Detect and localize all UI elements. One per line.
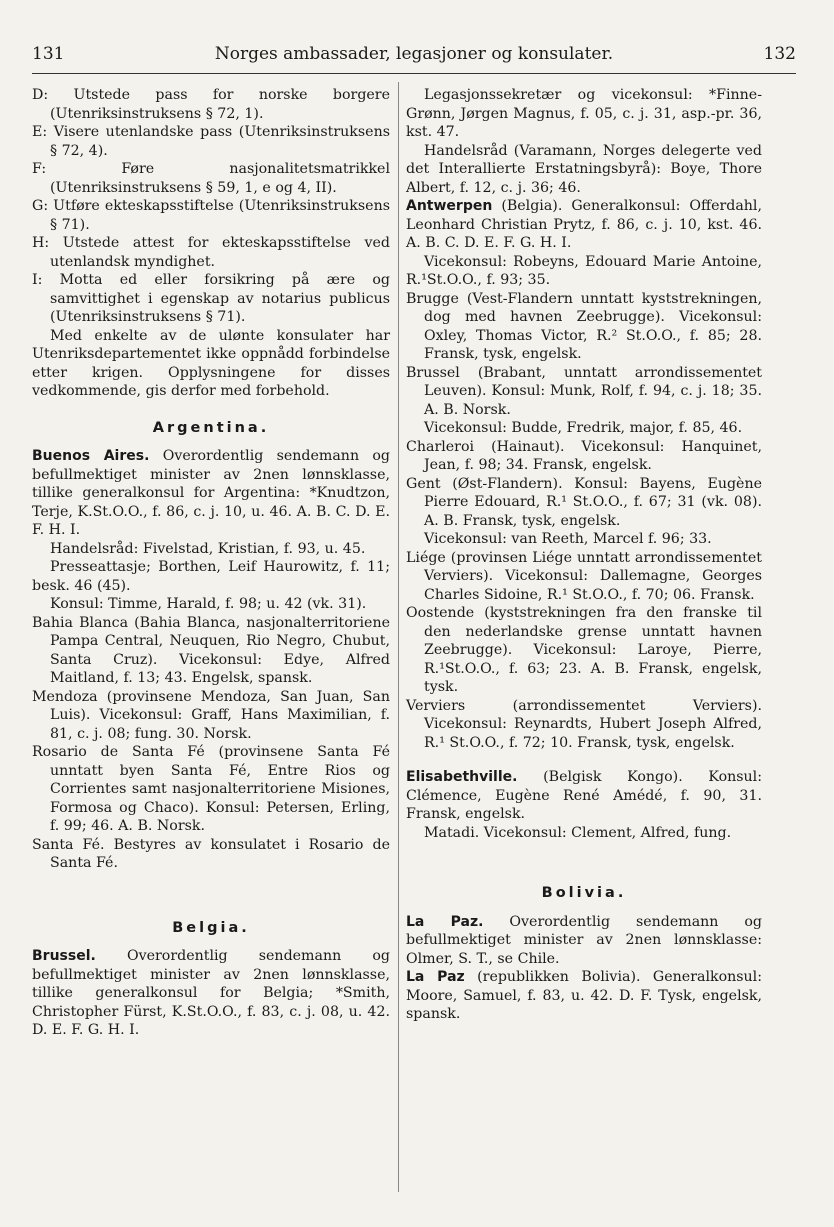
right-column xyxy=(406,86,762,1024)
entry-line: Med enkelte av de ulønte konsulater har Utenriksdepartementet ikke oppnådd forbindelse etter krigen. Opplysningene for disses vedkommende, gis derfor med forbehold. xyxy=(32,327,390,399)
la-paz-1-text: Overordentlig sendemann og befullmektiget minister av 2nen lønnsklasse: Olmer, S. T., se Chile. xyxy=(406,913,762,967)
belgia-entries xyxy=(406,253,762,753)
city-elisabethville: Elisabethville. xyxy=(406,769,518,785)
entry-line: Vicekonsul: Budde, Fredrik, major, f. 85, 46. xyxy=(424,420,743,436)
entry-line: Rosario de Santa Fé (provinsene Santa Fé unntatt byen Santa Fé, Entre Rios og Corrientes samt nasjonalterritoriene Misiones, Formosa og Chaco). Konsul: Petersen, Erling, f. 99; 46. A. B. Norsk. xyxy=(32,744,390,834)
entry-line: G: Utføre ekteskapsstiftelse (Utenriksinstruksens § 71). xyxy=(32,198,390,233)
city-la-paz-2: La Paz xyxy=(406,969,465,985)
section-argentina: Argentina. xyxy=(152,419,270,436)
entry-line: Mendoza (provinsene Mendoza, San Juan, San Luis). Vicekonsul: Graff, Hans Maximilian, f. 81, c. j. 08; fung. 30. Norsk. xyxy=(32,688,390,742)
entry-matadi: Matadi. Vicekonsul: Clement, Alfred, fung. xyxy=(424,824,732,841)
entry-line: Bahia Blanca (Bahia Blanca, nasjonalterritoriene Pampa Central, Neuquen, Rio Negro, Chubut, Santa Cruz). Vicekonsul: Edye, Alfred Maitland, f. 13; 43. Engelsk, spansk. xyxy=(32,614,390,686)
entry-line: H: Utstede attest for ekteskapsstiftelse ved utenlandsk myndighet. xyxy=(32,235,390,270)
entry-line: Oostende (kyststrekningen fra den franske til den nederlandske grense unntatt havnen Zeebrugge). Vicekonsul: Laroye, Pierre, R.¹St.O.O., f. 63; 23. A. B. Fransk, engelsk, tysk. xyxy=(406,605,762,695)
entry-line: F: Føre nasjonalitetsmatrikkel (Utenriksinstruksens § 59, 1, e og 4, II). xyxy=(32,161,390,196)
entry-line: Legasjonssekretær og vicekonsul: *Finne-Grønn, Jørgen Magnus, f. 05, c. j. 31, asp.-pr. 36, kst. 47. xyxy=(406,87,762,140)
entry-la-paz-2 xyxy=(406,968,762,1024)
entry-line: Handelsråd (Varamann, Norges delegerte ved det Interallierte Erstatningsbyrå): Boye, Thore Albert, f. 12, c. j. 36; 46. xyxy=(406,142,762,196)
entry-antwerpen xyxy=(406,197,762,253)
entry-line: Liége (provinsen Liége unntatt arrondissementet Verviers). Vicekonsul: Dallemagne, Georges Charles Sidoine, R.¹ St.O.O., f. 70; 06. Fransk. xyxy=(406,549,762,603)
header-rule xyxy=(32,73,796,74)
page-number-left: 131 xyxy=(32,44,65,64)
entry-line: Presseattasje; Borthen, Leif Haurowitz, f. 11; besk. 46 (45). xyxy=(32,559,390,594)
argentina-entries xyxy=(32,540,390,873)
city-la-paz-1: La Paz. xyxy=(406,913,484,930)
entry-brussel xyxy=(32,947,390,1040)
entry-line: Konsul: Timme, Harald, f. 98; u. 42 (vk. 31). xyxy=(50,596,367,612)
entry-line: Brugge (Vest-Flandern unntatt kyststrekningen, dog med havnen Zeebrugge). Vicekonsul: Oxley, Thomas Victor, R.² St.O.O., f. 85; 28. Fransk, tysk, engelsk. xyxy=(406,290,762,362)
entry-line: Santa Fé. Bestyres av konsulatet i Rosario de Santa Fé. xyxy=(32,836,390,871)
right-top-lines xyxy=(406,86,762,197)
section-belgia: Belgia. xyxy=(172,919,250,936)
entry-elisabethville xyxy=(406,768,762,824)
entry-line: Vicekonsul: van Reeth, Marcel f. 96; 33. xyxy=(424,531,712,547)
entry-line: Brussel (Brabant, unntatt arrondissementet Leuven). Konsul: Munk, Rolf, f. 94, c. j. 18; 35. A. B. Norsk. xyxy=(406,364,762,418)
city-buenos-aires: Buenos Aires. xyxy=(32,448,150,464)
elisabethville-text: (Belgisk Kongo). Konsul: Clémence, Eugène René Amédé, f. 90, 31. Fransk, engelsk. xyxy=(406,769,762,822)
la-paz-2-text: (republikken Bolivia). Generalkonsul: Moore, Samuel, f. 83, u. 42. D. F. Tysk, engelsk, spansk. xyxy=(406,969,762,1022)
entry-line: Handelsråd: Fivelstad, Kristian, f. 93, u. 45. xyxy=(50,540,366,557)
city-brussel: Brussel. xyxy=(32,948,96,964)
page-header xyxy=(32,44,796,76)
entry-line: I: Motta ed eller forsikring på ære og samvittighet i egenskap av notarius publicus (Utenriksinstruksens § 71). xyxy=(32,272,390,325)
page-number-right: 132 xyxy=(763,44,796,64)
left-intro-lines xyxy=(32,86,390,401)
entry-line: Vicekonsul: Robeyns, Edouard Marie Antoine, R.¹St.O.O., f. 93; 35. xyxy=(406,253,762,288)
entry-la-paz-1 xyxy=(406,913,762,969)
entry-line: E: Visere utenlandske pass (Utenriksinstruksens § 72, 4). xyxy=(32,124,390,159)
entry-buenos-aires xyxy=(32,447,390,540)
buenos-aires-text: Overordentlig sendemann og befullmektiget minister av 2nen lønnsklasse, tillike generalkonsul for Argentina: *Knudtzon, Terje, K.St.O.O., f. 86, c. j. 10, u. 46. A. B. C. D. E. F. H. I. xyxy=(32,448,390,538)
left-column xyxy=(32,86,390,1040)
entry-line: D: Utstede pass for norske borgere (Utenriksinstruksens § 72, 1). xyxy=(32,87,390,122)
page-title: Norges ambassader, legasjoner og konsulater. xyxy=(214,44,614,64)
entry-line: Gent (Øst-Flandern). Konsul: Bayens, Eugène Pierre Edouard, R.¹ St.O.O., f. 67; 31 (vk. 08). A. B. Fransk, tysk, engelsk. xyxy=(406,475,762,529)
brussel-text: Overordentlig sendemann og befullmektiget minister av 2nen lønnsklasse, tillike generalkonsul for Belgia; *Smith, Christopher Fürst, K.St.O.O., f. 83, c. j. 08, u. 42. D. E. F. G. H. I. xyxy=(32,948,390,1038)
city-antwerpen: Antwerpen xyxy=(406,198,493,214)
column-divider xyxy=(398,82,399,1192)
entry-line: Charleroi (Hainaut). Vicekonsul: Hanquinet, Jean, f. 98; 34. Fransk, engelsk. xyxy=(406,438,762,473)
section-bolivia: Bolivia. xyxy=(541,885,627,901)
entry-line: Verviers (arrondissementet Verviers). Vicekonsul: Reynardts, Hubert Joseph Alfred, R.¹ St.O.O., f. 72; 10. Fransk, tysk, engelsk. xyxy=(406,697,762,751)
antwerpen-text: (Belgia). Generalkonsul: Offerdahl, Leonhard Christian Prytz, f. 86, c. j. 10, kst. 46. A. B. C. D. E. F. G. H. I. xyxy=(406,198,762,251)
